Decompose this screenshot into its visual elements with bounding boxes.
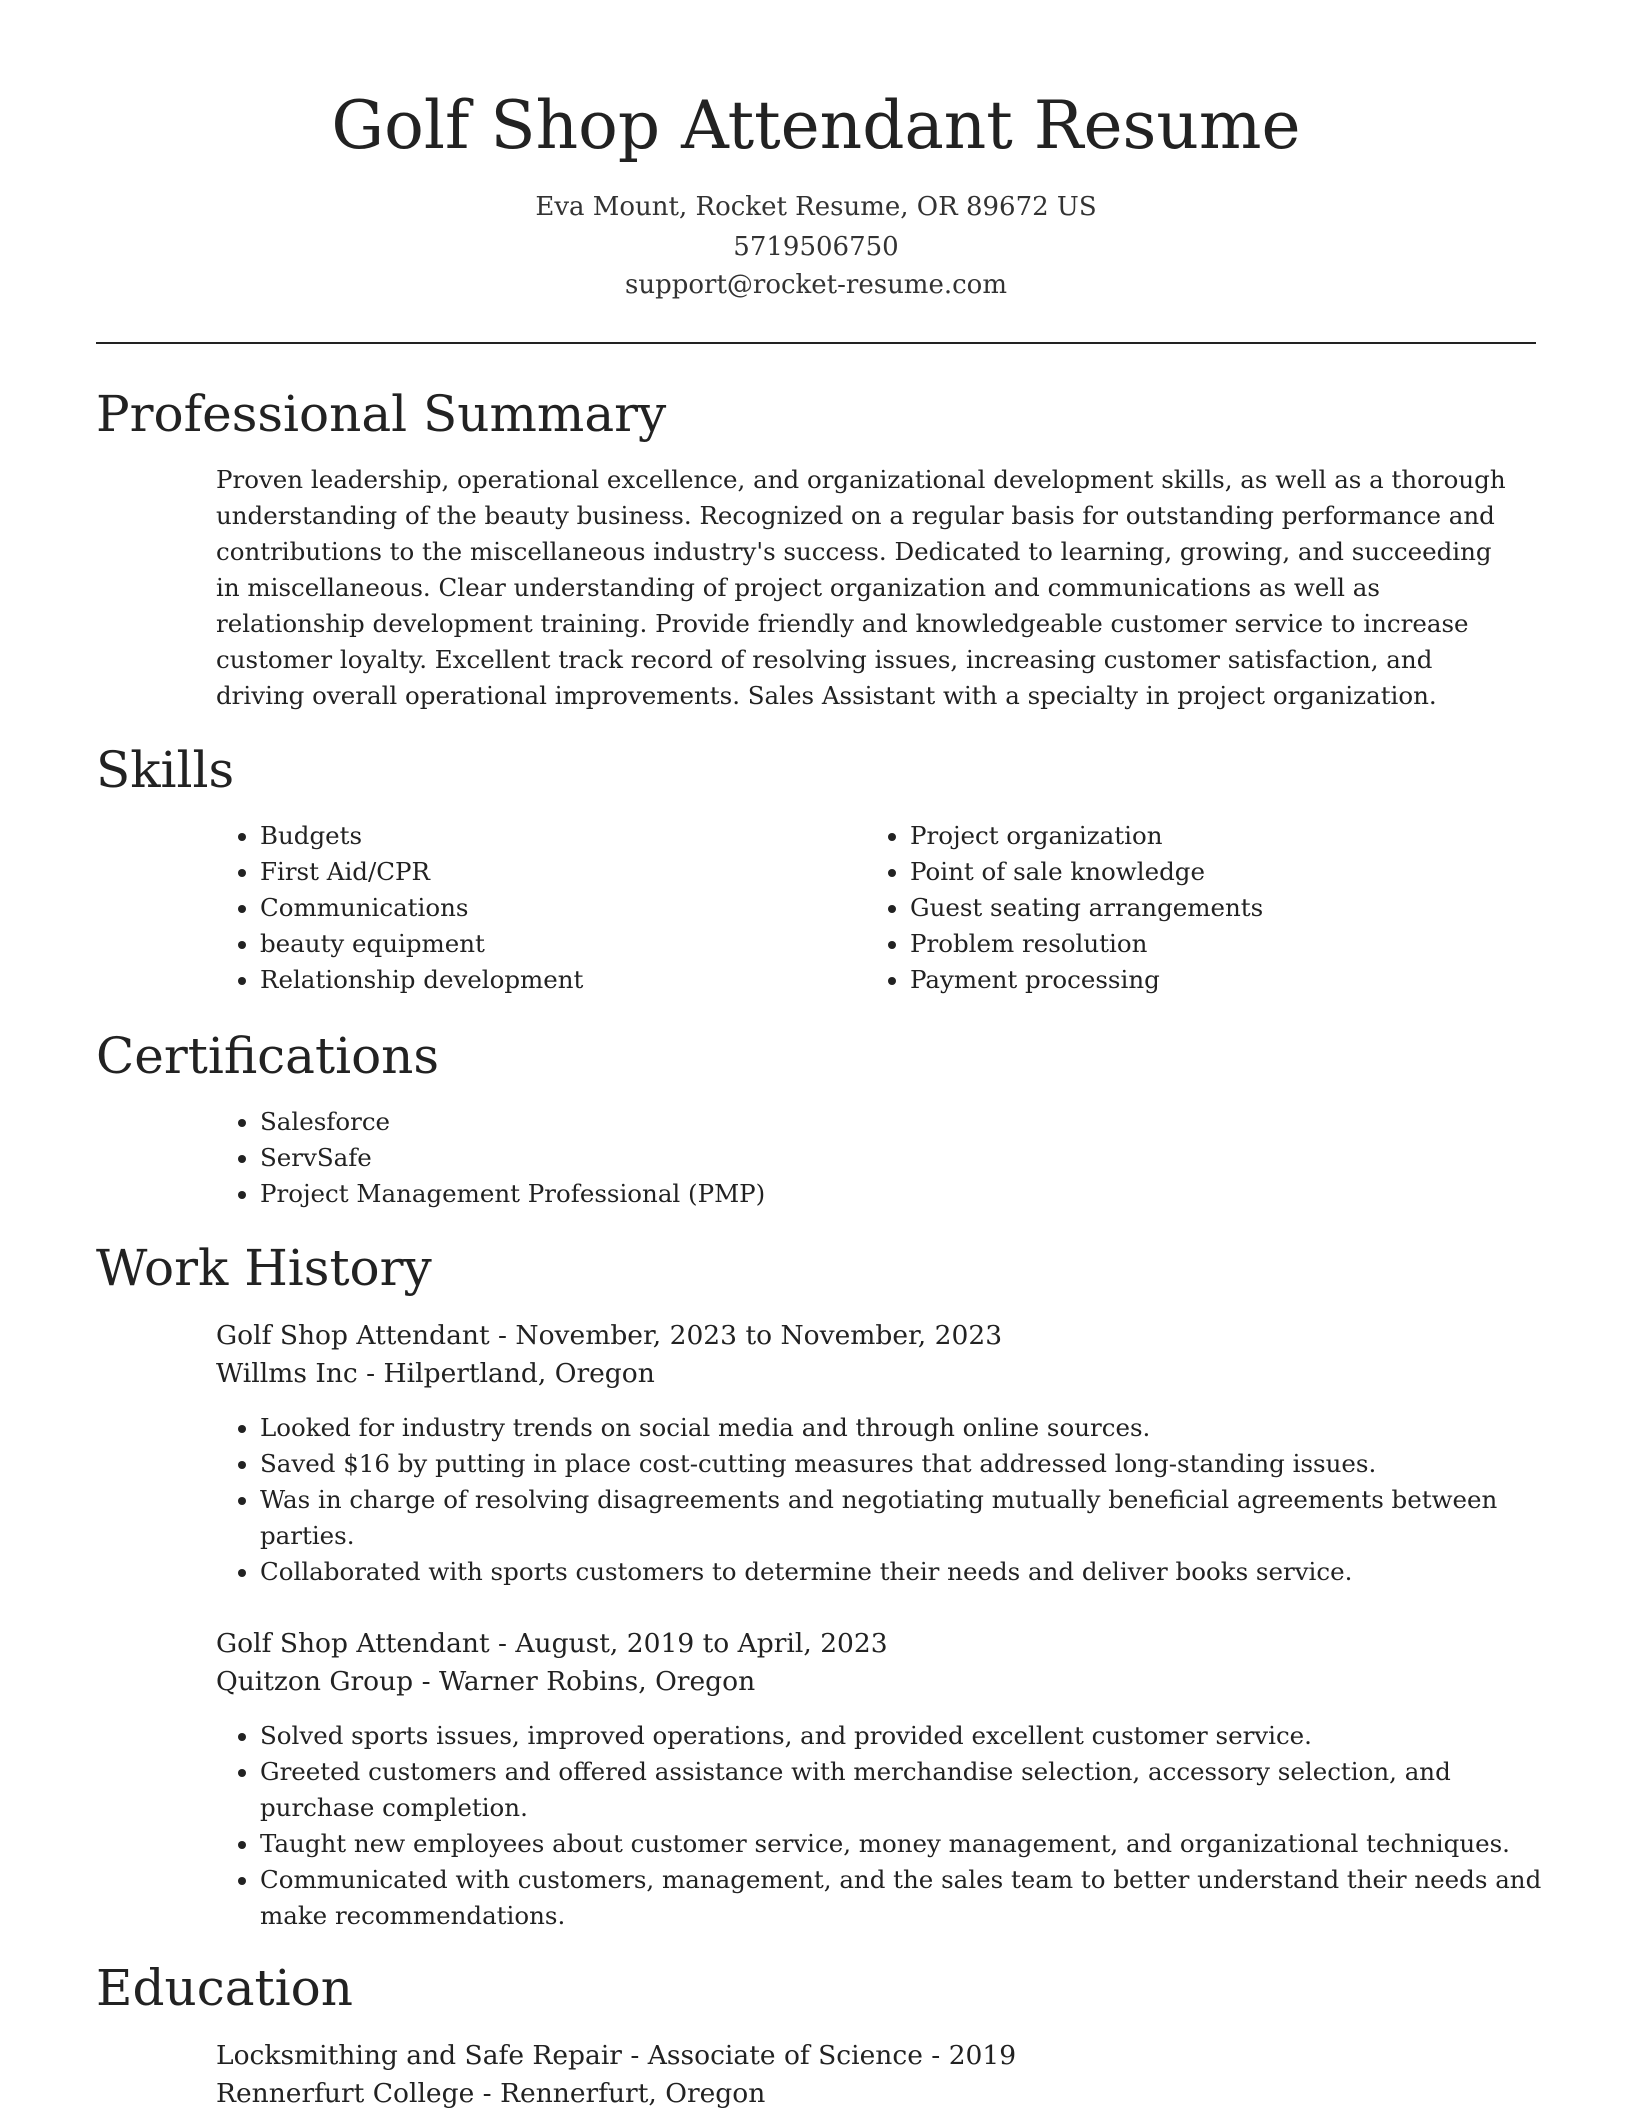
job-location: Warner Robins, Oregon bbox=[438, 1666, 756, 1697]
skills-list-left bbox=[216, 818, 860, 998]
job-bullets bbox=[216, 1410, 1550, 1590]
job-title: Golf Shop Attendant bbox=[216, 1320, 490, 1351]
job-company: Willms Inc bbox=[216, 1358, 358, 1389]
list-item: • Point of sale knowledge bbox=[910, 854, 1510, 890]
skills-list-right bbox=[866, 818, 1510, 998]
list-item: • Solved sports issues, improved operations, and provided excellent customer service. bbox=[260, 1718, 1550, 1754]
list-item: • Saved $16 by putting in place cost-cutting measures that addressed long-standing issues. bbox=[260, 1446, 1550, 1482]
education-year: 2019 bbox=[948, 2040, 1017, 2071]
list-item: • Project organization bbox=[910, 818, 1510, 854]
work-history-heading: Work History bbox=[96, 1239, 432, 1297]
job-company-line: Willms Inc - Hilpertland, Oregon bbox=[216, 1358, 655, 1389]
job-title-line: Golf Shop Attendant - November, 2023 to November, 2023 bbox=[216, 1320, 1003, 1351]
contact-email: support@rocket-resume.com bbox=[624, 270, 1007, 300]
education-level: Associate of Science bbox=[647, 2040, 923, 2071]
contact-address: Eva Mount, Rocket Resume, OR 89672 US bbox=[535, 192, 1097, 222]
education-school: Rennerfurt College bbox=[216, 2078, 475, 2109]
job-company: Quitzon Group bbox=[216, 1666, 414, 1697]
job-title: Golf Shop Attendant bbox=[216, 1628, 490, 1659]
skills-heading: Skills bbox=[96, 741, 235, 799]
summary-heading: Professional Summary bbox=[96, 385, 667, 443]
list-item: • Taught new employees about customer service, money management, and organizational techniques. bbox=[260, 1826, 1550, 1862]
education-degree-line: Locksmithing and Safe Repair - Associate of Science - 2019 bbox=[216, 2040, 1017, 2071]
job-dates: August, 2019 to April, 2023 bbox=[515, 1628, 888, 1659]
job-company-line: Quitzon Group - Warner Robins, Oregon bbox=[216, 1666, 756, 1697]
job-title-line: Golf Shop Attendant - August, 2019 to April, 2023 bbox=[216, 1628, 888, 1659]
list-item: • Looked for industry trends on social media and through online sources. bbox=[260, 1410, 1550, 1446]
job-location: Hilpertland, Oregon bbox=[383, 1358, 655, 1389]
list-item: • First Aid/CPR bbox=[260, 854, 860, 890]
list-item: • Relationship development bbox=[260, 962, 860, 998]
list-item: • Was in charge of resolving disagreements and negotiating mutually beneficial agreements between parties. bbox=[260, 1482, 1550, 1554]
page-title: Golf Shop Attendant Resume bbox=[331, 87, 1301, 164]
job-bullets bbox=[216, 1718, 1550, 1934]
header-divider bbox=[96, 342, 1536, 344]
contact-phone: 5719506750 bbox=[733, 232, 899, 262]
certifications-list bbox=[216, 1104, 1560, 1212]
list-item: • Guest seating arrangements bbox=[910, 890, 1510, 926]
certifications-heading: Certifications bbox=[96, 1027, 440, 1085]
list-item: • beauty equipment bbox=[260, 926, 860, 962]
list-item: • Problem resolution bbox=[910, 926, 1510, 962]
list-item: • Collaborated with sports customers to determine their needs and deliver books service. bbox=[260, 1554, 1550, 1590]
list-item: • Project Management Professional (PMP) bbox=[260, 1176, 1560, 1212]
education-location: Rennerfurt, Oregon bbox=[500, 2078, 766, 2109]
list-item: • Communicated with customers, management, and the sales team to better understand their needs and make recommendations. bbox=[260, 1862, 1550, 1934]
job-dates: November, 2023 to November, 2023 bbox=[515, 1320, 1003, 1351]
list-item: • Greeted customers and offered assistance with merchandise selection, accessory selection, and purchase completion. bbox=[260, 1754, 1550, 1826]
list-item: • Payment processing bbox=[910, 962, 1510, 998]
list-item: • Communications bbox=[260, 890, 860, 926]
list-item: • Salesforce bbox=[260, 1104, 1560, 1140]
education-school-line: Rennerfurt College - Rennerfurt, Oregon bbox=[216, 2078, 766, 2109]
list-item: • ServSafe bbox=[260, 1140, 1560, 1176]
education-degree: Locksmithing and Safe Repair bbox=[216, 2040, 622, 2071]
list-item: • Budgets bbox=[260, 818, 860, 854]
summary-text: Proven leadership, operational excellence, and organizational development skills, as well as a thorough understanding of the beauty business. Recognized on a regular basis for outstanding performance and contributions to the miscellaneous industry's success. Dedicated to learning, growing, and succeeding in miscellaneous. Clear understanding of project organization and communications as well as relationship development training. Provide friendly and knowledgeable customer service to increase customer loyalty. Excellent track record of resolving issues, increasing customer satisfaction, and driving overall operational improvements. Sales Assistant with a specialty in project organization. bbox=[216, 465, 1506, 710]
education-heading: Education bbox=[96, 1959, 353, 2017]
